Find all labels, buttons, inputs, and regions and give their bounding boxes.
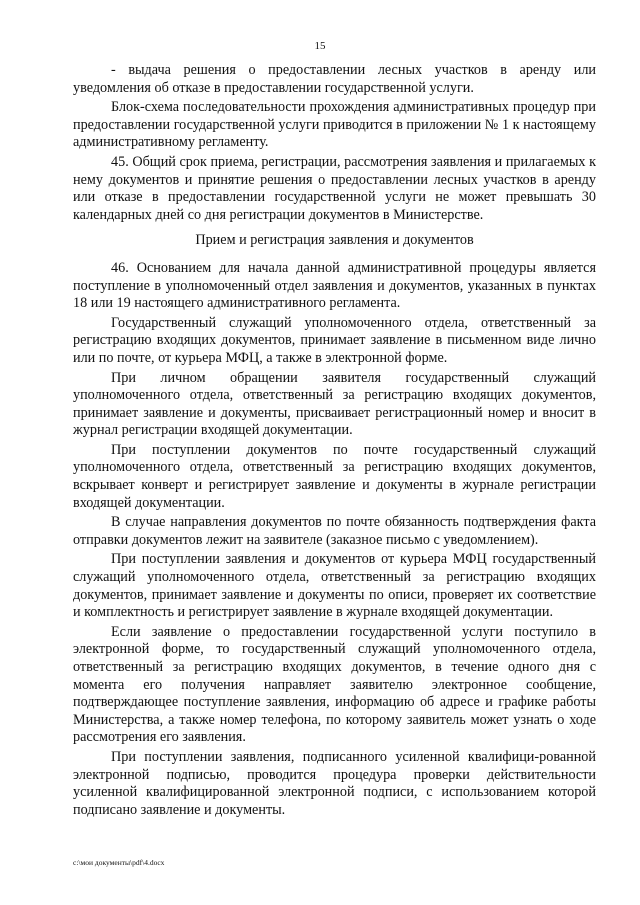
paragraph-postal-confirmation: В случае направления документов по почте обязанность подтверждения факта отправки документов лежит на заявителе (заказное письмо с уведомлением). — [73, 514, 596, 548]
paragraph-45-total-term: 45. Общий срок приема, регистрации, рассмотрения заявления и прилагаемых к нему документов и принятие решения о предоставлении лесных участков в аренду или отказе в предоставлении государственной услуги не может превышать 30 календарных дней со дня регистрации документов в Министерстве. — [73, 153, 596, 223]
paragraph-mfc-courier: При поступлении заявления и документов от курьера МФЦ государственный служащий уполномоченного отдела, ответственный за регистрацию входящих документов, принимает заявление и документы по описи, проверяет их соответствие и комплектность и регистрирует заявление в журнале входящей документации. — [73, 551, 596, 621]
paragraph-postal-receipt: При поступлении документов по почте государственный служащий уполномоченного отдела, ответственный за регистрацию входящих документов, вскрывает конверт и регистрирует заявление и документы в журнале регистрации входящей документации. — [73, 441, 596, 511]
paragraph-registration-officer: Государственный служащий уполномоченного отдела, ответственный за регистрацию входящих документов, принимает заявление в письменном виде лично или по почте, от курьера МФЦ, а также в электронной форме. — [73, 314, 596, 366]
paragraph-issue-decision: - выдача решения о предоставлении лесных участков в аренду или уведомления об отказе в предоставлении государственной услуги. — [73, 62, 596, 96]
footer-file-path: c:\мои документы\pdf\4.docx — [73, 858, 165, 867]
section-heading: Прием и регистрация заявления и документов — [195, 232, 474, 249]
paragraph-qualified-signature: При поступлении заявления, подписанного усиленной квалифици-рованной электронной подписью, проводится процедура проверки действительности усиленной квалифицированной электронной подписи, с использованием которой подписано заявление и документы. — [73, 748, 596, 818]
document-body — [73, 62, 596, 821]
page-number: 15 — [314, 40, 326, 52]
paragraph-46-grounds: 46. Основанием для начала данной административной процедуры является поступление в уполномоченный отдел заявления и документов, указанных в пунктах 18 или 19 настоящего административного регламента. — [73, 259, 596, 312]
paragraph-personal-appeal: При личном обращении заявителя государственный служащий уполномоченного отдела, ответственный за регистрацию входящих документов, принимает заявление и документы, присваивает регистрационный номер и вносит в журнал регистрации входящей документации. — [73, 369, 596, 439]
paragraph-electronic-form: Если заявление о предоставлении государственной услуги поступило в электронной форме, то государственный служащий уполномоченного отдела, ответственный за регистрацию входящих документов, в течение одного дня с момента его получения направляет заявителю электронное сообщение, подтверждающее поступление заявления, информацию об адресе и графике работы Министерства, а также номер телефона, по которому заявитель может узнать о ходе рассмотрения его заявления. — [73, 623, 596, 746]
paragraph-flowchart-reference: Блок-схема последовательности прохождения административных процедур при предоставлении государственной услуги приводится в приложении № 1 к настоящему административному регламенту. — [73, 99, 596, 151]
